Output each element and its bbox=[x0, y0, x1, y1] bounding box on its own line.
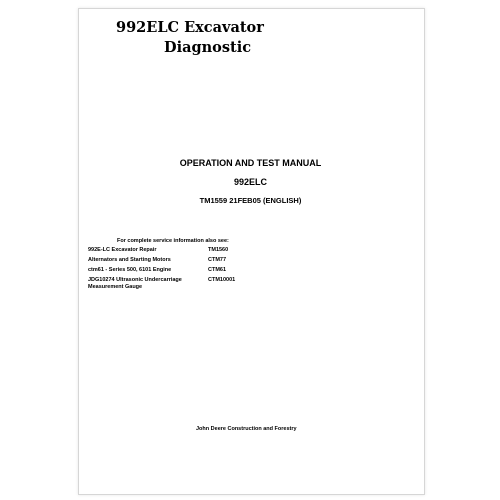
manual-type: OPERATION AND TEST MANUAL bbox=[179, 158, 322, 168]
reference-title: ctm61 - Series 500, 6101 Engine bbox=[88, 267, 172, 273]
model-number: 992ELC bbox=[233, 177, 268, 187]
reference-code: CTM61 bbox=[208, 267, 227, 273]
tm-number: TM1559 21FEB05 (ENGLISH) bbox=[199, 196, 302, 205]
reference-title: 992E-LC Excavator Repair bbox=[88, 247, 157, 253]
reference-title: JDG10274 Ultrasonic Undercarriage Measurement Gauge bbox=[88, 277, 182, 290]
reference-code: CTM10001 bbox=[208, 277, 236, 283]
reference-row bbox=[88, 257, 288, 267]
title-line-1: 992ELC Excavator bbox=[116, 19, 264, 36]
reference-title: Alternators and Starting Motors bbox=[88, 257, 171, 263]
title-line-2: Diagnostic bbox=[164, 39, 252, 56]
reference-row bbox=[88, 267, 288, 277]
reference-code: TM1560 bbox=[208, 247, 229, 253]
see-also-heading: For complete service information also see: bbox=[117, 238, 229, 244]
publisher-footer: John Deere Construction and Forestry bbox=[196, 426, 297, 432]
reference-row bbox=[88, 247, 288, 257]
reference-code: CTM77 bbox=[208, 257, 227, 263]
reference-list bbox=[88, 247, 288, 291]
reference-row bbox=[88, 277, 288, 291]
